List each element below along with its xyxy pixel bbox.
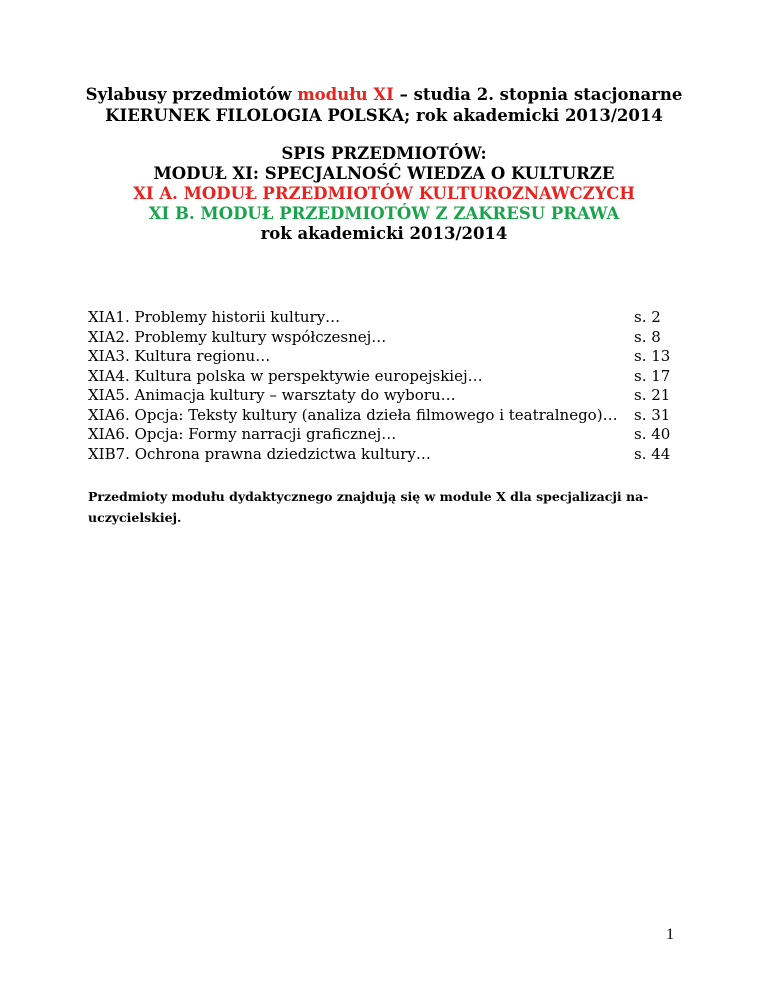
header-module-highlight: modułu XI	[297, 85, 394, 104]
toc-entry-page: s. 21	[634, 386, 671, 404]
toc-entry-page: s. 31	[634, 405, 671, 424]
toc-year: rok akademicki 2013/2014	[260, 224, 508, 243]
toc-title: SPIS PRZEDMIOTÓW:	[281, 144, 487, 163]
page-number: 1	[666, 926, 674, 943]
document-header	[0, 84, 768, 126]
toc-entry-page: s. 8	[634, 327, 661, 346]
toc-module: MODUŁ XI: SPECJALNOŚĆ WIEDZA O KULTURZE	[153, 164, 615, 183]
header-line-2: KIERUNEK FILOLOGIA POLSKA; rok akademicki 2013/2014	[105, 106, 663, 125]
toc-entry-page: s. 2	[634, 308, 661, 326]
toc-entry-title: XIB7. Ochrona prawna dziedzictwa kultury…	[88, 444, 431, 463]
toc-entry-title: XIA6. Opcja: Formy narracji graficznej…	[88, 425, 397, 443]
module-note: Przedmioty modułu dydaktycznego znajdują się w module X dla specjalizacji na-uczycielskiej.	[88, 489, 649, 525]
toc-entry	[88, 367, 674, 387]
toc-entry	[88, 425, 674, 445]
toc-heading	[0, 144, 768, 244]
toc-entry-page: s. 13	[634, 347, 671, 365]
toc-entry-title: XIA3. Kultura regionu…	[88, 347, 271, 365]
header-line-1-start: Sylabusy przedmiotów	[85, 85, 298, 104]
toc-entry-page: s. 17	[634, 366, 671, 385]
toc-entry	[88, 445, 674, 465]
toc-entry-page: s. 44	[634, 444, 671, 463]
table-of-contents	[88, 308, 674, 464]
toc-entry-title: XIA1. Problemy historii kultury…	[88, 308, 341, 326]
toc-entry-title: XIA2. Problemy kultury współczesnej…	[88, 327, 387, 346]
toc-submodule-b: XI B. MODUŁ PRZEDMIOTÓW Z ZAKRESU PRAWA	[148, 204, 620, 223]
header-line-1	[0, 84, 768, 105]
toc-entry	[88, 328, 674, 348]
header-line-1-end: – studia 2. stopnia stacjonarne	[393, 85, 683, 104]
toc-entry	[88, 386, 674, 406]
toc-entry-title: XIA5. Animacja kultury – warsztaty do wyboru…	[88, 386, 456, 404]
toc-entry	[88, 347, 674, 367]
toc-entry-title: XIA6. Opcja: Teksty kultury (analiza dzieła filmowego i teatralnego)…	[88, 405, 618, 424]
toc-entry-page: s. 40	[634, 425, 671, 443]
toc-entry-title: XIA4. Kultura polska w perspektywie europejskiej…	[88, 366, 483, 385]
toc-entry	[88, 308, 674, 328]
toc-entry	[88, 406, 674, 426]
toc-submodule-a: XI A. MODUŁ PRZEDMIOTÓW KULTUROZNAWCZYCH	[133, 184, 635, 203]
